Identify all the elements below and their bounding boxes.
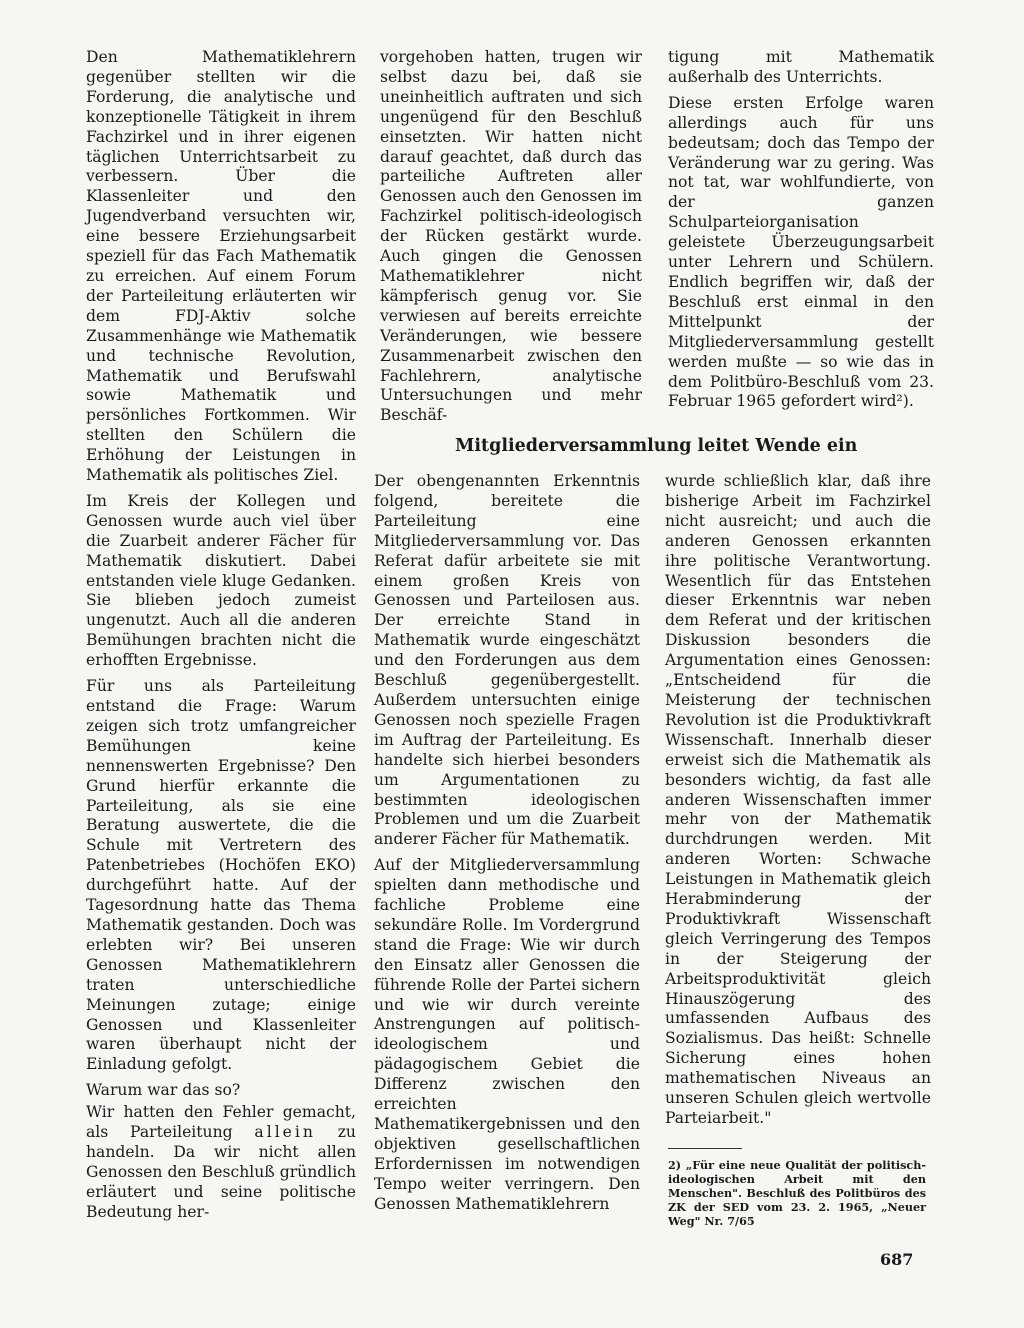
text-column-2 <box>380 48 642 432</box>
text-column-4 <box>374 472 640 1221</box>
paragraph: Den Mathematiklehrern gegenüber stellten wir die Forderung, die analytische und konzeptionelle Tätigkeit in ihrem Fachzirkel und in ihrer eigenen täglichen Unterrichtsarbeit zu verbessern. Über die Klassenleiter und den Jugendverband versuchten wir, eine bessere Erziehungsarbeit speziell für das Fach Mathematik zu erreichen. Auf einem Forum der Parteileitung erläuterten wir dem FDJ-Aktiv solche Zusammenhänge wie Mathematik und technische Revolution, Mathematik und Berufswahl sowie Mathematik und persönliches Fortkommen. Wir stellten den Schülern die Erhöhung der Leistungen in Mathematik als politisches Ziel. <box>86 48 356 485</box>
paragraph-question: Warum war das so? <box>86 1081 241 1100</box>
text-column-1 <box>86 48 356 1229</box>
text-column-3 <box>668 48 934 418</box>
paragraph: wurde schließlich klar, daß ihre bisherige Arbeit im Fachzirkel nicht ausreicht; und auch die anderen Genossen erkannten ihre politische Verantwortung. Wesentlich für das Entstehen dieser Erkenntnis war neben dem Referat und der kritischen Diskussion besonders die Argumentation eines Genossen: „Entscheidend für die Meisterung der technischen Revolution ist die Produktivkraft Wissenschaft. Innerhalb dieser erweist sich die Mathematik als besonders wichtig, da fast alle anderen Wissenschaften immer mehr von der Mathematik durchdrungen werden. Mit anderen Worten: Schwache Leistungen in Mathematik gleich Herabminderung der Produktivkraft Wissenschaft gleich Verringerung des Tempos in der Steigerung der Arbeitsproduktivität gleich Hinauszögerung des umfassenden Aufbaus des Sozialismus. Das heißt: Schnelle Sicherung eines hohen mathematischen Niveaus an unseren Schulen gleich wertvolle Parteiarbeit." <box>665 472 931 1127</box>
paragraph: Der obengenannten Erkenntnis folgend, bereitete die Parteileitung eine Mitgliederversammlung vor. Das Referat dafür arbeitete sie mit einem großen Kreis von Genossen und Parteilosen aus. Der erreichte Stand in Mathematik wurde eingeschätzt und den Forderungen aus dem Beschluß gegenübergestellt. Außerdem untersuchten einige Genossen noch spezielle Fragen im Auftrag der Parteileitung. Es handelte sich hierbei besonders um Argumentationen zu bestimmten ideologischen Problemen und um die Zuarbeit anderer Fächer für Mathematik. <box>374 472 640 849</box>
paragraph: Auf der Mitgliederversammlung spielten dann methodische und fachliche Probleme eine sekundäre Rolle. Im Vordergrund stand die Frage: Wie wir durch den Einsatz aller Genossen die führende Rolle der Partei sichern und wie wir durch vereinte Anstrengungen auf politisch-ideologischem und pädagogischem Gebiet die Differenz zwischen den erreichten Mathematikergebnissen und den objektiven gesellschaftlichen Erfordernissen im notwendigen Tempo weiter verringern. Den Genossen Mathematiklehrern <box>374 856 640 1213</box>
paragraph-end: zu handeln. Da wir nicht allen Genossen den Beschluß gründlich erläutert und seine politische Bedeutung her- <box>86 1123 356 1221</box>
paragraph: Für uns als Parteileitung entstand die Frage: Warum zeigen sich trotz umfangreicher Bemühungen keine nennenswerten Ergebnisse? Den Grund hierfür erkannte die Parteileitung, als sie eine Beratung auswertete, die die Schule mit Vertretern des Patenbetriebes (Hochöfen EKO) durchgeführt hatte. Auf der Tagesordnung hatte das Thema Mathematik gestanden. Doch was erlebten wir? Bei unseren Genossen Mathematiklehrern traten unterschiedliche Meinungen zutage; einige Genossen und Klassenleiter waren überhaupt nicht der Einladung gefolgt. <box>86 677 356 1074</box>
paragraph: Diese ersten Erfolge waren allerdings auch für uns bedeutsam; doch das Tempo der Veränderung war zu gering. Was not tat, war wohlfundierte, von der ganzen Schulparteiorganisation geleistete Überzeugungsarbeit unter Lehrern und Schülern. Endlich begriffen wir, daß der Beschluß erst einmal in den Mittelpunkt der Mitgliederversammlung gestellt werden mußte — so wie das in dem Politbüro-Beschluß vom 23. Februar 1965 gefordert wird²). <box>668 93 934 411</box>
emphasized-word: allein <box>254 1123 316 1142</box>
footnote-divider <box>668 1148 742 1149</box>
paragraph: tigung mit Mathematik außerhalb des Unterrichts. <box>668 48 934 86</box>
text-column-5 <box>665 472 931 1135</box>
paragraph <box>86 1103 356 1222</box>
paragraph-start: Wir hatten den Fehler gemacht, als Parteileitung <box>86 1103 356 1142</box>
page-number: 687 <box>880 1250 914 1269</box>
section-heading: Mitgliederversammlung leitet Wende ein <box>455 436 858 456</box>
footnote: 2) „Für eine neue Qualität der politisch-ideologischen Arbeit mit den Menschen". Beschluß des Politbüros des ZK der SED vom 23. 2. 1965, „Neuer Weg" Nr. 7/65 <box>668 1158 926 1228</box>
paragraph: vorgehoben hatten, trugen wir selbst dazu bei, daß sie uneinheitlich auftraten und sich ungenügend für den Beschluß einsetzten. Wir hatten nicht darauf geachtet, daß durch das parteiliche Auftreten aller Genossen auch den Genossen im Fachzirkel politisch-ideologisch der Rücken gestärkt wurde. Auch gingen die Genossen Mathematiklehrer nicht kämpferisch genug vor. Sie verwiesen auf bereits erreichte Veränderungen, wie bessere Zusammenarbeit zwischen den Fachlehrern, analytische Untersuchungen und mehr Beschäf- <box>380 48 642 425</box>
paragraph: Im Kreis der Kollegen und Genossen wurde auch viel über die Zuarbeit anderer Fächer für Mathematik diskutiert. Dabei entstanden viele kluge Gedanken. Sie blieben jedoch zumeist ungenutzt. Auch all die anderen Bemühungen brachten nicht die erhofften Ergebnisse. <box>86 491 356 670</box>
